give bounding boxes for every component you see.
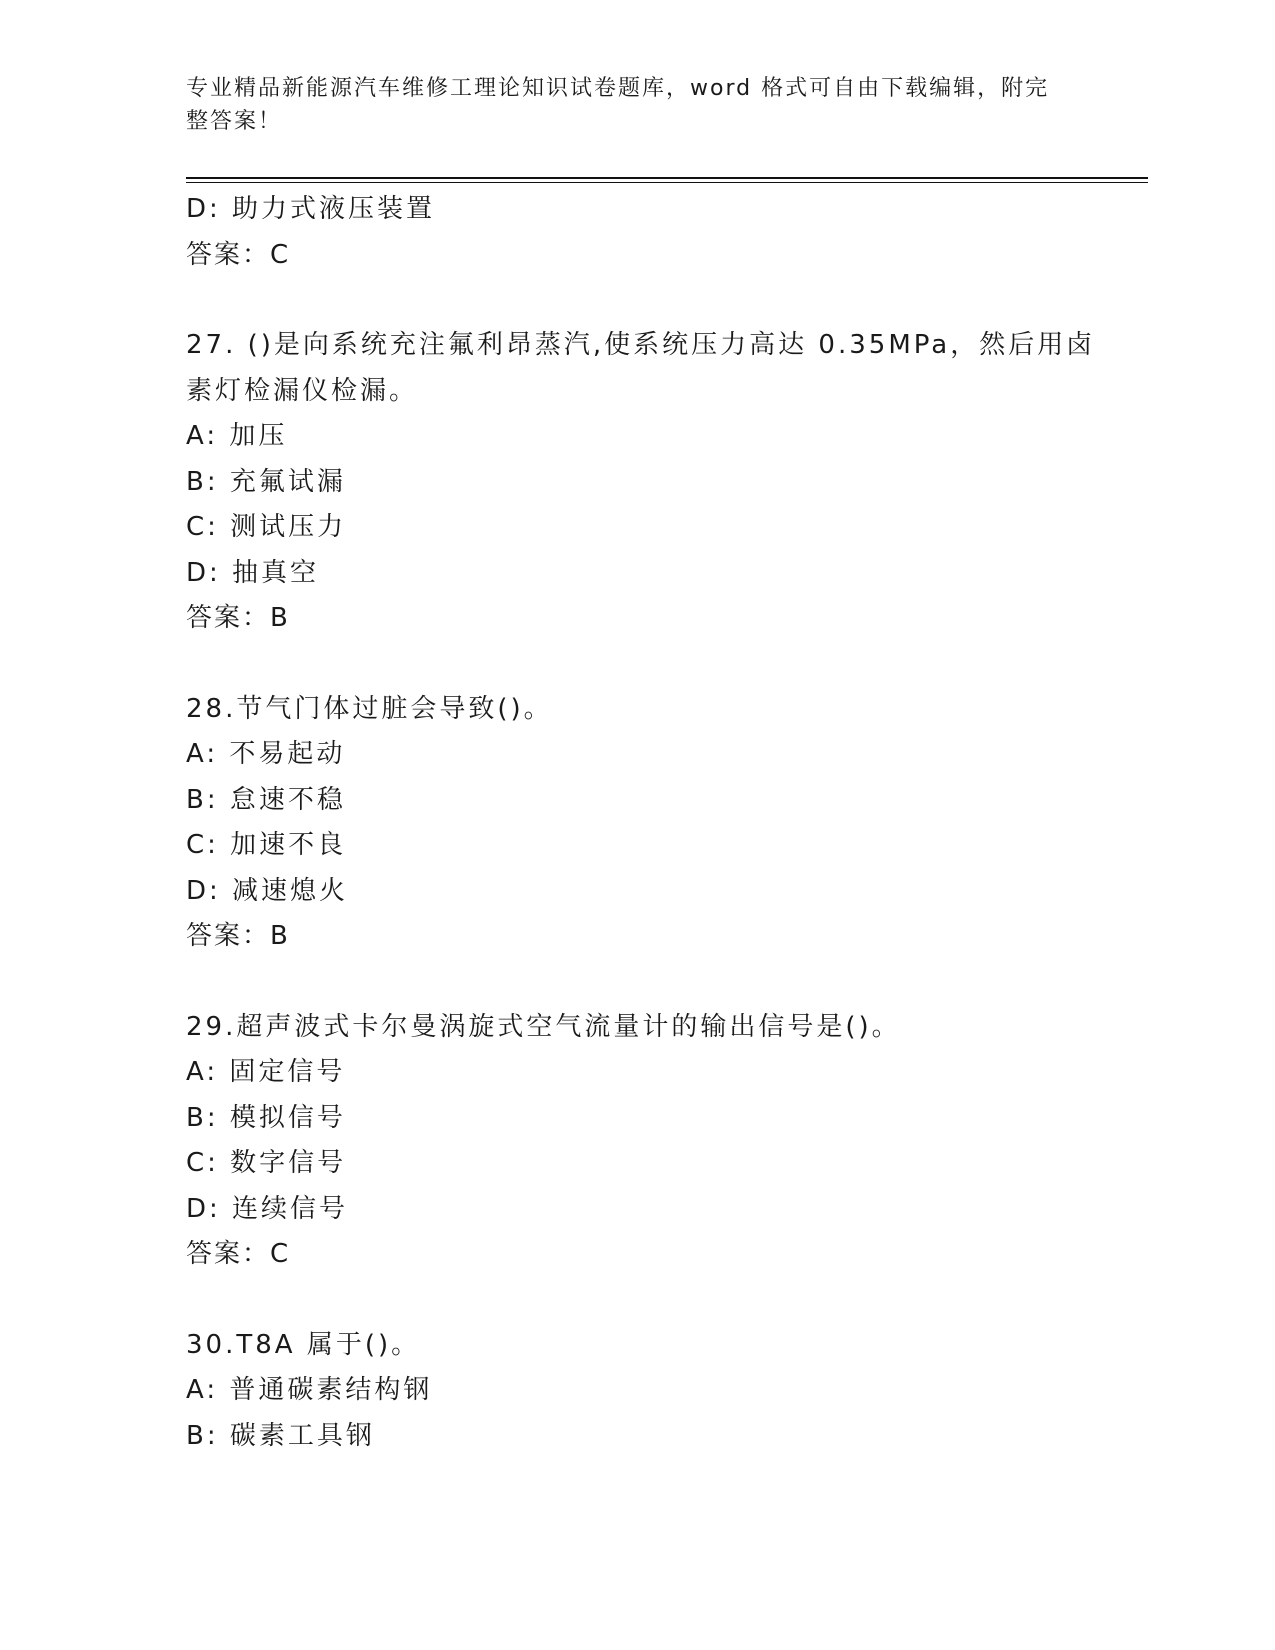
spacer [186, 960, 1086, 1005]
question-29 [186, 1005, 1086, 1278]
header-rule-thin [186, 182, 1148, 183]
option-b: B: 碳素工具钢 [186, 1420, 375, 1451]
option-b: B: 充氟试漏 [186, 466, 346, 497]
document-header [186, 72, 1066, 138]
spacer [186, 1278, 1086, 1323]
option-d: D: 抽真空 [186, 557, 320, 588]
answer: 答案：B [186, 603, 290, 633]
question-26-tail [186, 187, 1086, 278]
option-b: B: 怠速不稳 [186, 784, 346, 815]
option-a: A: 加压 [186, 421, 288, 451]
question-stem: 30.T8A 属于()。 [186, 1329, 421, 1360]
answer: 答案：C [186, 239, 291, 270]
option-d: D: 助力式液压装置 [186, 194, 436, 224]
option-b: B: 模拟信号 [186, 1102, 346, 1133]
spacer [186, 642, 1086, 687]
option-a: A: 固定信号 [186, 1057, 346, 1087]
header-text: 专业精品新能源汽车维修工理论知识试卷题库，word 格式可自由下载编辑，附完整答案！ [186, 76, 1050, 134]
option-d: D: 减速熄火 [186, 875, 349, 906]
question-stem: 27. ()是向系统充注氟利昂蒸汽,使系统压力高达 0.35MPa，然后用卤 [186, 330, 1096, 360]
header-rule-thick [186, 177, 1148, 179]
spacer [186, 278, 1086, 323]
option-c: C: 加速不良 [186, 830, 347, 860]
question-stem: 29.超声波式卡尔曼涡旋式空气流量计的输出信号是()。 [186, 1011, 901, 1042]
question-stem-cont: 素灯检漏仪检漏。 [186, 375, 419, 406]
option-d: D: 连续信号 [186, 1193, 349, 1224]
question-27 [186, 323, 1096, 642]
answer: 答案：C [186, 1239, 291, 1269]
option-c: C: 测试压力 [186, 512, 347, 542]
question-28 [186, 687, 1086, 960]
answer: 答案：B [186, 921, 290, 951]
question-30 [186, 1323, 1086, 1460]
option-a: A: 不易起动 [186, 739, 346, 769]
question-stem: 28.节气门体过脏会导致()。 [186, 693, 553, 724]
option-a: A: 普通碳素结构钢 [186, 1375, 433, 1405]
option-c: C: 数字信号 [186, 1148, 347, 1178]
question-list [186, 187, 1096, 1459]
